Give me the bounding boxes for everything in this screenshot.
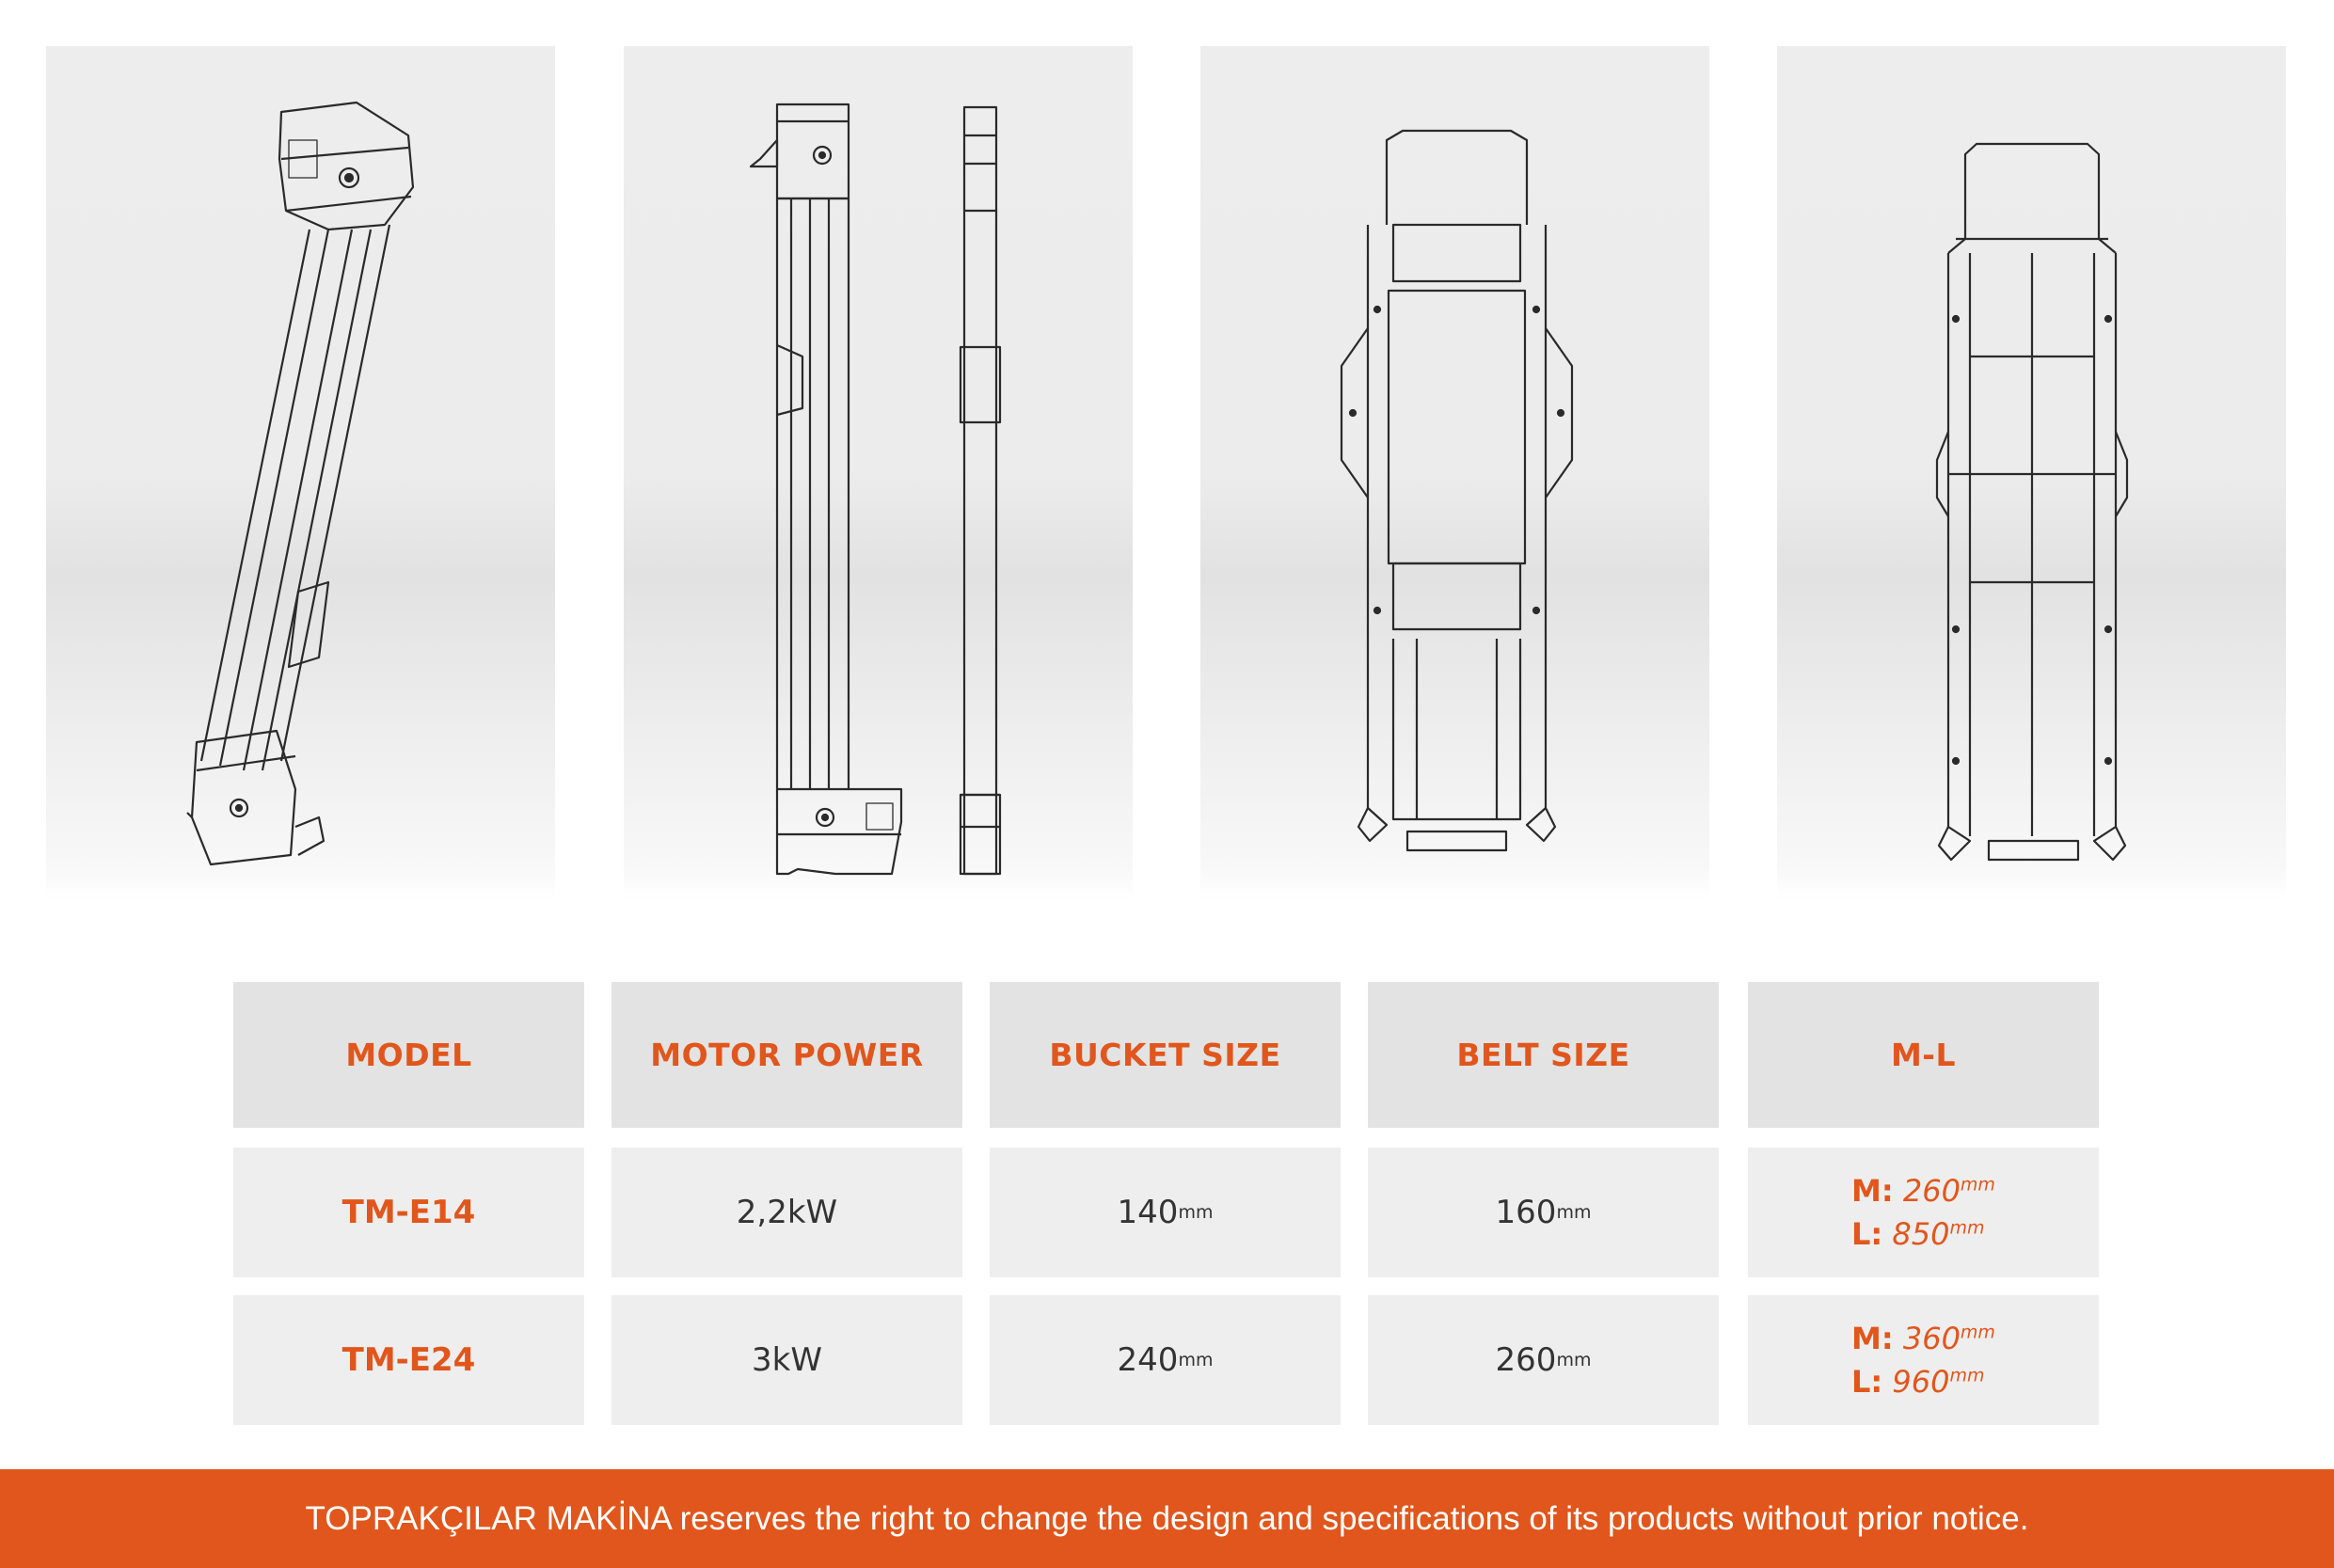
row-1-l-unit: mm <box>1949 1217 1985 1239</box>
header-belt-size: BELT SIZE <box>1368 982 1719 1128</box>
row-1-bucket-size: 140 mm <box>990 1148 1341 1277</box>
row-1-motor-power: 2,2kW <box>611 1148 962 1277</box>
row-2-belt-size-value: 260 <box>1495 1341 1557 1379</box>
row-1-m-value: 260 <box>1902 1173 1961 1209</box>
row-1-belt-size: 160 mm <box>1368 1148 1719 1277</box>
row-2-l-label: L: <box>1851 1364 1883 1400</box>
row-2-bucket-size: 240 mm <box>990 1295 1341 1425</box>
row-1-l-value: 850 <box>1892 1216 1950 1252</box>
header-m-l: M-L <box>1748 982 2099 1128</box>
row-2-m-value: 360 <box>1902 1321 1961 1356</box>
row-1-bucket-size-value: 140 <box>1117 1194 1179 1231</box>
row-2-m-unit: mm <box>1960 1322 1995 1343</box>
row-2-m-label: M: <box>1851 1321 1894 1356</box>
row-2-model: TM-E24 <box>233 1295 584 1425</box>
row-2-l-unit: mm <box>1949 1365 1985 1386</box>
row-2-motor-power: 3kW <box>611 1295 962 1425</box>
row-2-belt-size: 260 mm <box>1368 1295 1719 1425</box>
row-1-m-unit: mm <box>1960 1174 1995 1196</box>
footer-notice-bar <box>0 1469 2334 1568</box>
row-1-belt-size-value: 160 <box>1495 1194 1557 1231</box>
row-1-model: TM-E14 <box>233 1148 584 1277</box>
row-1-l-label: L: <box>1851 1216 1883 1252</box>
row-2-l-value: 960 <box>1892 1364 1950 1400</box>
header-model: MODEL <box>233 982 584 1128</box>
row-1-m-label: M: <box>1851 1173 1894 1209</box>
row-2-bucket-size-value: 240 <box>1117 1341 1179 1379</box>
header-motor-power: MOTOR POWER <box>611 982 962 1128</box>
elevator-isometric-drawing <box>46 46 555 900</box>
elevator-bottom-view-drawing <box>1777 46 2286 900</box>
header-bucket-size: BUCKET SIZE <box>990 982 1341 1128</box>
row-1-m-l <box>1748 1148 2099 1277</box>
footer-notice-text: TOPRAKÇILAR MAKİNA reserves the right to change the design and specifications of its products without prior notice. <box>305 1499 2029 1537</box>
row-2-m-l <box>1748 1295 2099 1425</box>
elevator-elevation-drawing <box>624 46 1133 900</box>
elevator-top-view-drawing <box>1200 46 1709 900</box>
